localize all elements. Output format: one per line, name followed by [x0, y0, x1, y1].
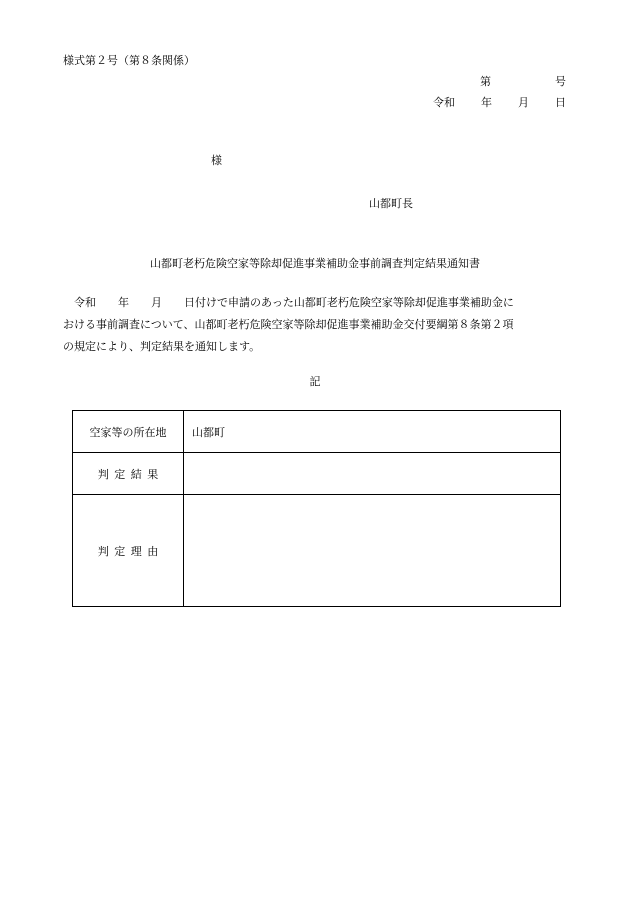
- body-line: おける事前調査について、山都町老朽危険空家等除却促進事業補助金交付要綱第８条第２項: [63, 318, 514, 331]
- reason-value: [184, 495, 561, 607]
- sender: 山都町長: [369, 197, 413, 210]
- result-value: [184, 453, 561, 495]
- form-number: 様式第２号（第８条関係）: [63, 54, 195, 67]
- table-row: [73, 453, 561, 495]
- body-line: 令和 年 月 日付けで申請のあった山都町老朽危険空家等除却促進事業補助金に: [74, 296, 514, 309]
- recipient-line: 様: [211, 154, 222, 167]
- date-line: [433, 94, 566, 110]
- doc-number-prefix: 第: [480, 75, 491, 88]
- location-label: 空家等の所在地: [73, 411, 184, 453]
- table-row: [73, 411, 561, 453]
- body-text: [63, 292, 568, 358]
- date-month: 月: [518, 96, 529, 109]
- date-day: 日: [555, 96, 566, 109]
- reason-label: 判定理由: [73, 495, 184, 607]
- date-year: 年: [481, 96, 492, 109]
- document-number-line: [480, 73, 566, 89]
- result-label: 判定結果: [73, 453, 184, 495]
- date-era: 令和: [433, 96, 455, 109]
- location-value: 山都町: [184, 411, 561, 453]
- doc-number-suffix: 号: [555, 75, 566, 88]
- result-table: [72, 410, 561, 607]
- body-line: の規定により、判定結果を通知します。: [63, 340, 261, 353]
- document-title: 山都町老朽危険空家等除却促進事業補助金事前調査判定結果通知書: [150, 257, 480, 270]
- table-row: [73, 495, 561, 607]
- ki-heading: 記: [309, 375, 321, 388]
